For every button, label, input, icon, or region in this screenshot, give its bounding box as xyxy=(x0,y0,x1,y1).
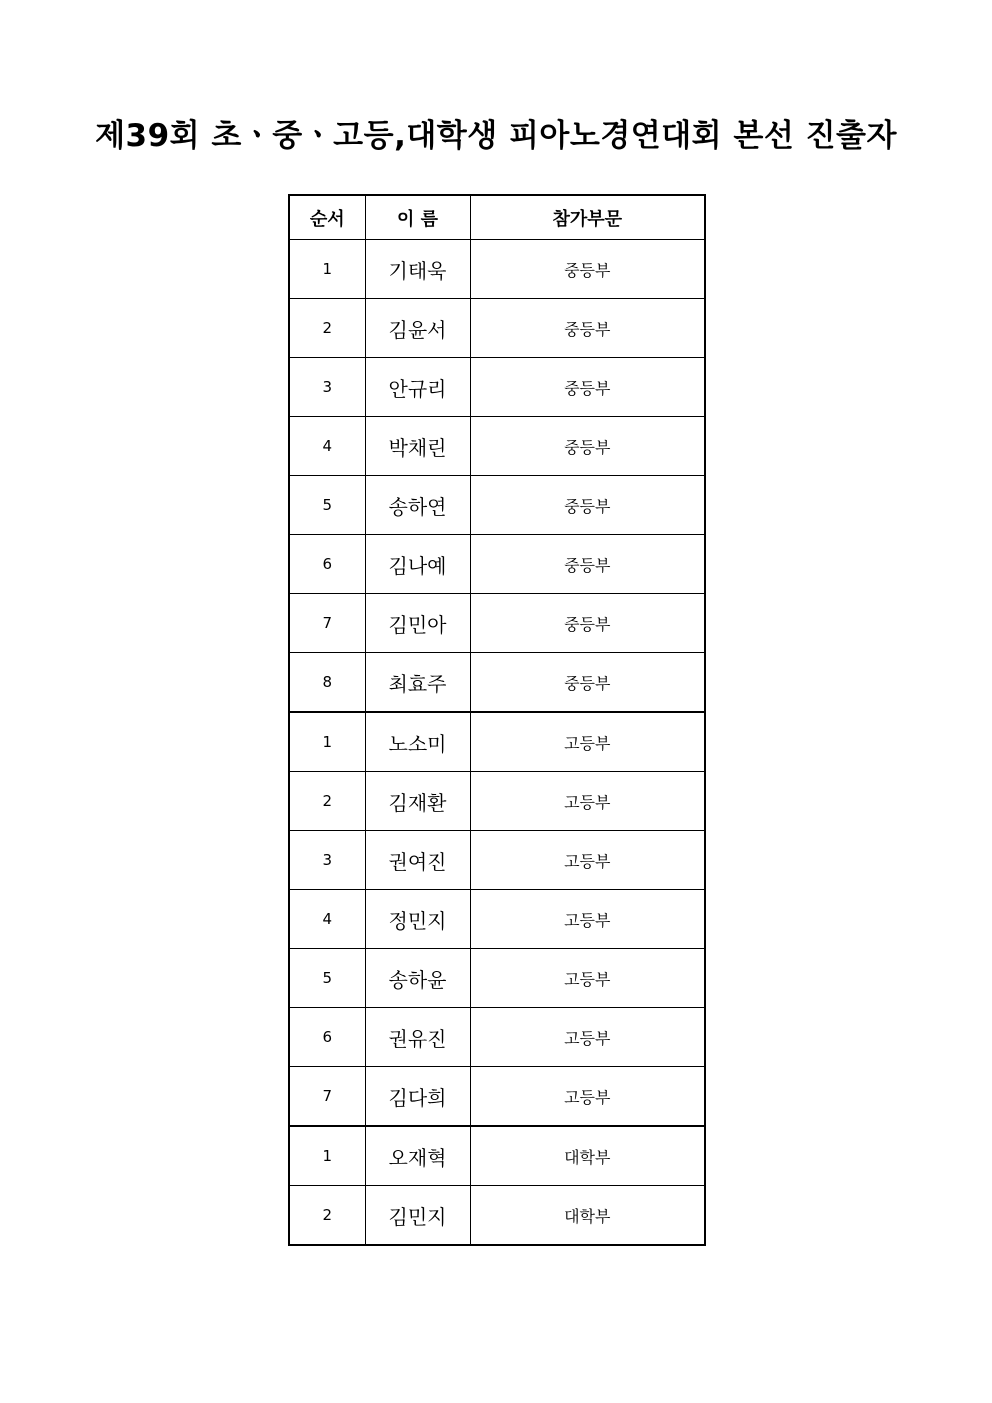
cell-name: 안규리 xyxy=(365,358,470,417)
table-row xyxy=(289,358,705,417)
cell-order: 5 xyxy=(289,949,365,1008)
table-row xyxy=(289,417,705,476)
table-row xyxy=(289,890,705,949)
header-name: 이 름 xyxy=(365,195,470,240)
cell-name: 기태욱 xyxy=(365,240,470,299)
cell-name: 김재환 xyxy=(365,772,470,831)
table-row xyxy=(289,831,705,890)
cell-division: 고등부 xyxy=(470,831,705,890)
table-header-row xyxy=(289,195,705,240)
cell-name: 노소미 xyxy=(365,712,470,772)
table-row xyxy=(289,1186,705,1246)
cell-order: 4 xyxy=(289,890,365,949)
cell-name: 권여진 xyxy=(365,831,470,890)
cell-division: 중등부 xyxy=(470,240,705,299)
cell-division: 중등부 xyxy=(470,535,705,594)
table-row xyxy=(289,1067,705,1127)
table-row xyxy=(289,476,705,535)
cell-order: 2 xyxy=(289,772,365,831)
table-row xyxy=(289,240,705,299)
cell-order: 2 xyxy=(289,299,365,358)
cell-division: 중등부 xyxy=(470,299,705,358)
cell-division: 고등부 xyxy=(470,890,705,949)
cell-name: 송하윤 xyxy=(365,949,470,1008)
cell-order: 2 xyxy=(289,1186,365,1246)
cell-order: 3 xyxy=(289,358,365,417)
cell-division: 중등부 xyxy=(470,417,705,476)
cell-name: 송하연 xyxy=(365,476,470,535)
cell-division: 중등부 xyxy=(470,653,705,713)
table-row xyxy=(289,712,705,772)
table-row xyxy=(289,772,705,831)
table-row xyxy=(289,1008,705,1067)
table-row xyxy=(289,594,705,653)
cell-order: 7 xyxy=(289,594,365,653)
cell-order: 7 xyxy=(289,1067,365,1127)
cell-division: 고등부 xyxy=(470,712,705,772)
cell-division: 중등부 xyxy=(470,358,705,417)
table-row xyxy=(289,299,705,358)
cell-division: 고등부 xyxy=(470,1008,705,1067)
cell-name: 김민지 xyxy=(365,1186,470,1246)
cell-order: 1 xyxy=(289,712,365,772)
cell-name: 김다희 xyxy=(365,1067,470,1127)
cell-name: 권유진 xyxy=(365,1008,470,1067)
cell-division: 고등부 xyxy=(470,772,705,831)
header-division: 참가부문 xyxy=(470,195,705,240)
finalists-table xyxy=(288,194,706,1246)
cell-order: 5 xyxy=(289,476,365,535)
header-order: 순서 xyxy=(289,195,365,240)
cell-name: 박채린 xyxy=(365,417,470,476)
cell-division: 대학부 xyxy=(470,1126,705,1186)
table-row xyxy=(289,949,705,1008)
table-row xyxy=(289,535,705,594)
cell-order: 8 xyxy=(289,653,365,713)
cell-name: 김나예 xyxy=(365,535,470,594)
cell-order: 4 xyxy=(289,417,365,476)
cell-division: 중등부 xyxy=(470,476,705,535)
table-row xyxy=(289,653,705,713)
cell-name: 최효주 xyxy=(365,653,470,713)
cell-name: 정민지 xyxy=(365,890,470,949)
cell-order: 3 xyxy=(289,831,365,890)
cell-order: 1 xyxy=(289,240,365,299)
cell-order: 6 xyxy=(289,535,365,594)
document-title: 제39회 초ㆍ중ㆍ고등,대학생 피아노경연대회 본선 진출자 xyxy=(95,118,897,154)
cell-name: 김윤서 xyxy=(365,299,470,358)
cell-division: 고등부 xyxy=(470,949,705,1008)
cell-division: 대학부 xyxy=(470,1186,705,1246)
cell-name: 김민아 xyxy=(365,594,470,653)
table-row xyxy=(289,1126,705,1186)
cell-order: 6 xyxy=(289,1008,365,1067)
cell-order: 1 xyxy=(289,1126,365,1186)
cell-name: 오재혁 xyxy=(365,1126,470,1186)
cell-division: 중등부 xyxy=(470,594,705,653)
cell-division: 고등부 xyxy=(470,1067,705,1127)
